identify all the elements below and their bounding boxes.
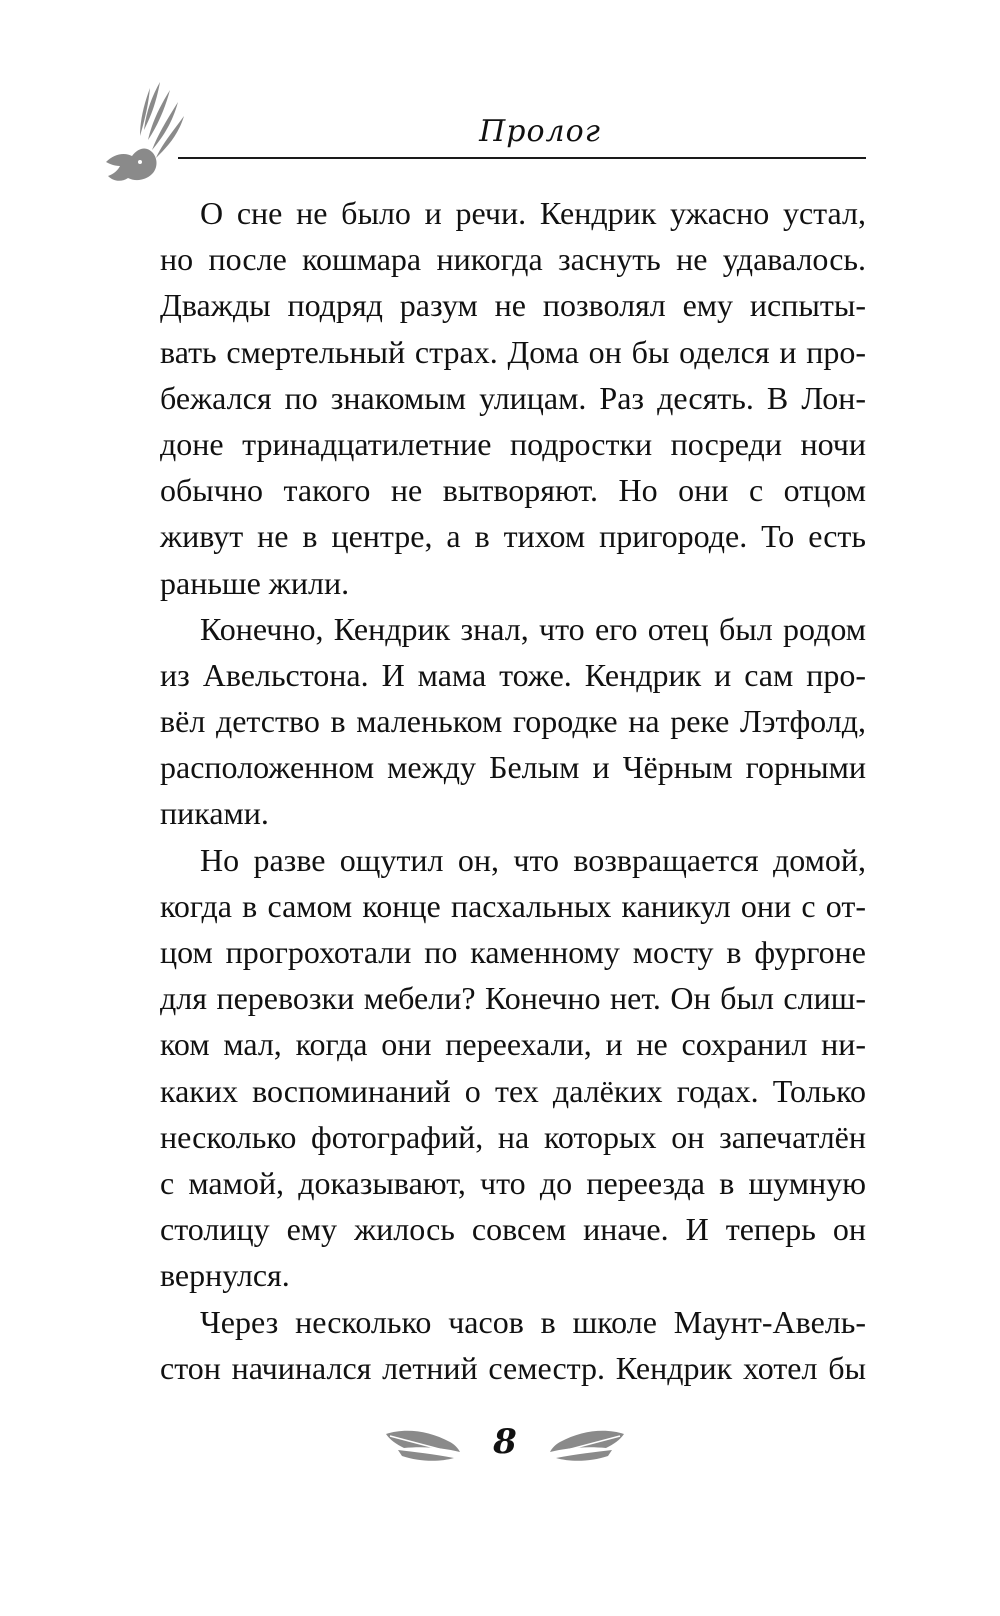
running-title: Пролог bbox=[479, 114, 601, 149]
page-number: 8 bbox=[493, 1422, 517, 1462]
wing-icon bbox=[100, 78, 186, 188]
text-line: когда в самом конце пасхальных каникул они с от- bbox=[160, 887, 866, 924]
text-line: для перевозки мебели? Конечно нет. Он был слиш- bbox=[160, 980, 866, 1017]
text-line: живут не в центре, а в тихом пригороде. То есть bbox=[160, 518, 866, 555]
page-footer bbox=[380, 1418, 630, 1478]
text-line: О сне не было и речи. Кендрик ужасно устал, bbox=[200, 195, 866, 231]
text-line: пиками. bbox=[160, 795, 269, 832]
feather-icon bbox=[384, 1426, 462, 1464]
text-line: обычно такого не вытворяют. Но они с отцом bbox=[160, 472, 866, 509]
feather-icon bbox=[548, 1426, 626, 1464]
text-line: вать смертельный страх. Дома он бы оделся и про- bbox=[160, 333, 866, 370]
text-line: доне тринадцатилетние подростки посреди ночи bbox=[160, 425, 866, 462]
paragraph bbox=[160, 837, 866, 1299]
text-line: бежался по знакомым улицам. Раз десять. В Лон- bbox=[160, 379, 866, 416]
text-line: каких воспоминаний о тех далёких годах. Только bbox=[160, 1072, 866, 1109]
text-line: Дважды подряд разум не позволял ему испыты- bbox=[160, 287, 866, 324]
text-line: но после кошмара никогда заснуть не удавалось. bbox=[160, 241, 866, 278]
text-line: Через несколько часов в школе Маунт-Авель- bbox=[200, 1303, 866, 1340]
text-line: из Авельстона. И мама тоже. Кендрик и сам про- bbox=[160, 656, 866, 693]
paragraph bbox=[160, 606, 866, 837]
text-line: раньше жили. bbox=[160, 564, 350, 601]
text-line: несколько фотографий, на которых он запечатлён bbox=[160, 1118, 866, 1155]
text-line: Конечно, Кендрик знал, что его отец был родом bbox=[200, 610, 866, 647]
text-line: вёл детство в маленьком городке на реке Лэтфолд, bbox=[160, 703, 866, 740]
paragraph bbox=[160, 1299, 866, 1391]
text-line: Но разве ощутил он, что возвращается домой, bbox=[200, 841, 866, 878]
paragraph bbox=[160, 190, 866, 606]
text-line: столицу ему жилось совсем иначе. И теперь он bbox=[160, 1211, 866, 1248]
body-text bbox=[160, 190, 866, 1391]
text-line: с мамой, доказывают, что до переезда в шумную bbox=[160, 1164, 866, 1201]
text-line: цом прогрохотали по каменному мосту в фургоне bbox=[160, 934, 866, 970]
text-line: стон начинался летний семестр. Кендрик хотел бы bbox=[160, 1349, 866, 1386]
header-divider bbox=[178, 157, 866, 159]
text-line: ком мал, когда они переехали, и не сохранил ни- bbox=[160, 1026, 866, 1063]
text-line: расположенном между Белым и Чёрным горными bbox=[160, 749, 866, 786]
text-line: вернулся. bbox=[160, 1257, 290, 1294]
